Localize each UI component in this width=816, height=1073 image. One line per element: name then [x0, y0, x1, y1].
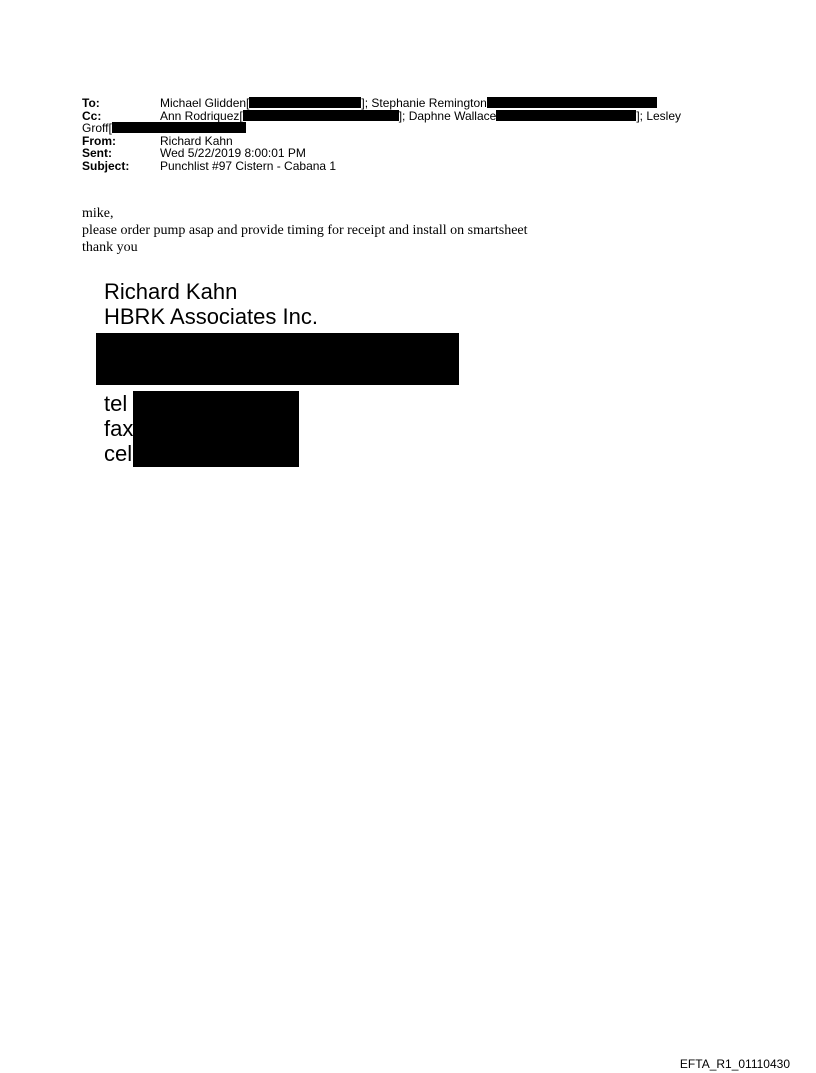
signature-redaction	[96, 333, 459, 385]
sent-value: Wed 5/22/2019 8:00:01 PM	[160, 146, 306, 160]
redaction-box	[249, 97, 361, 108]
subject-value: Punchlist #97 Cistern - Cabana 1	[160, 158, 337, 173]
cc-row	[82, 110, 732, 123]
to-recipient-1: Michael Glidden[	[160, 96, 250, 110]
sent-label: Sent:	[82, 146, 112, 160]
contact-redaction	[133, 391, 299, 467]
to-label: To:	[82, 96, 100, 110]
redaction-box	[496, 110, 636, 121]
cc-recipient-1: Ann Rodriquez[	[160, 108, 243, 123]
redaction-box	[487, 97, 657, 108]
message-body	[82, 205, 528, 256]
document-id: EFTA_R1_01110430	[679, 1057, 790, 1071]
cc-recipient-3-cont: Groff[	[82, 121, 112, 135]
signature-contact	[104, 391, 133, 466]
message-line: thank you	[82, 240, 138, 255]
signature	[104, 279, 318, 329]
from-value: Richard Kahn	[160, 133, 233, 148]
to-recipient-2: ]; Stephanie Remington	[361, 96, 487, 110]
subject-row	[82, 160, 732, 173]
signature-company: HBRK Associates Inc.	[104, 304, 318, 329]
sent-row	[82, 147, 732, 160]
cc-row-continued	[82, 122, 732, 135]
cc-recipient-2: ]; Daphne Wallace	[398, 108, 497, 123]
message-line: mike,	[82, 206, 114, 221]
from-label: From:	[82, 133, 116, 148]
cc-label: Cc:	[82, 108, 102, 123]
subject-label: Subject:	[82, 158, 130, 173]
redaction-box	[243, 110, 399, 121]
email-header	[82, 97, 732, 172]
message-line: please order pump asap and provide timing for receipt and install on smartsheet	[82, 223, 528, 238]
signature-name: Richard Kahn	[104, 279, 238, 304]
redaction-box	[112, 122, 246, 133]
cel-label: cel	[104, 441, 133, 466]
fax-label: fax	[104, 416, 134, 441]
cc-recipient-3: ]; Lesley	[636, 108, 682, 123]
tel-label: tel	[104, 391, 128, 416]
